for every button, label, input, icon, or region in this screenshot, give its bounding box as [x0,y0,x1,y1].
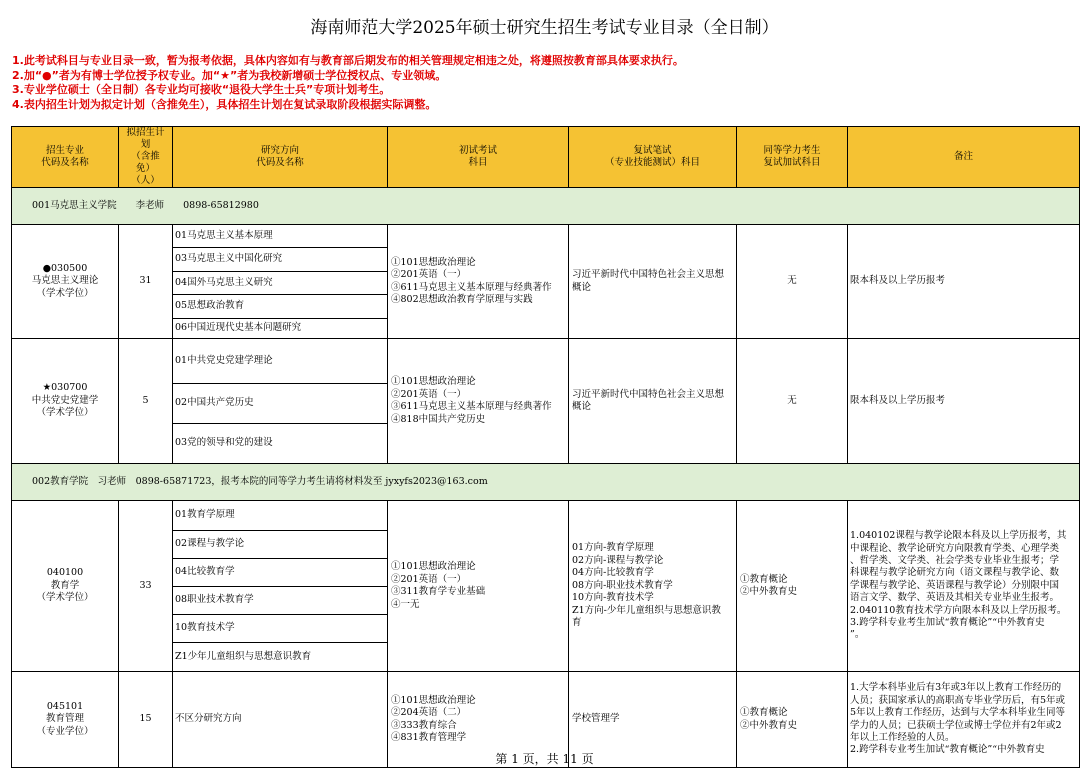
line: 习近平新时代中国特色社会主义思想 [572,388,725,400]
direction-item: Z1少年儿童组织与思想意识教育 [173,642,387,671]
line: 1.大学本科毕业后有3年或3年以上教育工作经历的 [850,682,1062,694]
line: ①101思想政治理论 [391,561,476,572]
remarks [848,225,1080,339]
line: 限本科及以上学历报考 [850,394,946,406]
line: ②201英语（一） [391,388,467,400]
direction-item: 02中国共产党历史 [173,383,387,423]
directions-cell [173,339,388,464]
direction-item: 不区分研究方向 [175,713,242,725]
page-title: 海南师范大学2025年硕士研究生招生考试专业目录（全日制） [310,18,779,38]
catalog-table [11,126,1080,768]
line: 概论 [572,281,592,293]
line: Z1方向-少年儿童组织与思想意识教 [572,604,721,616]
line: ②204英语（二） [391,707,467,718]
line: 概论 [572,401,592,412]
major-code: 040100 [46,567,84,579]
major-cell [12,501,119,672]
college-info: 001马克思主义学院 李老师 0898-65812980 [12,188,1080,225]
remarks [848,501,1080,672]
line: 10方向-教育技术学 [572,592,654,604]
major-type: （专业学位） [36,725,94,737]
major-name: 中共党史党建学 [31,394,99,406]
line: 、哲学类、文学类、社会学类专业毕业生报考；学 [850,554,1060,566]
line: ②中外教育史 [740,586,798,597]
line: 无 [787,394,797,406]
retest-subjects [569,501,737,672]
retest-subjects [569,225,737,339]
line: ④一无 [391,598,420,610]
line: ③333教育综合 [391,719,457,731]
line: 3.跨学科专业考生加试“教育概论”“中外教育史 [850,617,1045,629]
line: 人员；获国家承认的高职高专毕业学历后，有5年或 [850,694,1066,706]
line: ①101思想政治理论 [391,256,476,268]
direction-item: 04国外马克思主义研究 [173,271,387,294]
direction-item: 04比较教育学 [173,558,387,586]
line: ③611马克思主义基本原理与经典著作 [391,281,552,293]
line: ③311教育学专业基础 [391,586,486,597]
directions-cell [173,501,388,672]
note-3: 3.专业学位硕士（全日制）各专业均可接收“退役大学生士兵”专项计划考生。 [12,83,391,96]
line: ①101思想政治理论 [391,694,476,706]
extra-subjects [737,339,848,464]
header-remarks: 备注 [848,127,1080,188]
major-name: 教育学 [50,579,80,591]
line: ②中外教育史 [740,719,798,731]
direction-item: 10教育技术学 [173,614,387,642]
line: ③611马克思主义基本原理与经典著作 [391,401,552,412]
major-name: 马克思主义理论 [31,275,99,287]
retest-subjects [569,339,737,464]
header-exam: 初试考试 科目 [388,127,569,188]
plan-count: 33 [119,501,173,672]
major-code: 045101 [46,700,84,712]
line: 学课程与教学论、英语课程与教学论）分别限中国 [850,579,1060,591]
college-info: 002教育学院 习老师 0898-65871723，报考本院的同等学力考生请将材料发至 jyxyfs2023@163.com [12,464,1080,501]
line: 2.040110教育技术学方向限本科及以上学历报考。 [850,604,1067,616]
header-retest: 复试笔试 （专业技能测试）科目 [569,127,737,188]
major-code: ★030700 [42,382,88,394]
line: 限本科及以上学历报考 [850,275,946,287]
direction-item: 03党的领导和党的建设 [173,423,387,463]
directions-cell [173,225,388,339]
direction-item: 01马克思主义基本原理 [175,229,273,241]
line: ④831教育管理学 [391,732,467,743]
header-plan: 拟招生计划 （含推免） （人） [119,127,173,188]
remarks [848,339,1080,464]
line: 1.040102课程与教学论限本科及以上学历报考，其 [850,530,1067,542]
line: 2.跨学科专业考生加试“教育概论”“中外教育史 [850,744,1045,756]
header-row [12,127,1080,188]
direction-item: 02课程与教学论 [173,530,387,558]
direction-item: 08职业技术教育学 [173,586,387,614]
plan-count: 15 [119,672,173,768]
line: 无 [787,275,797,287]
major-cell [12,225,119,339]
exam-subjects [388,225,569,339]
notes [12,54,684,112]
note-2: 2.加“●”者为有博士学位授予权专业。加“★”者为我校新增硕士学位授权点、专业领域。 [12,68,447,82]
major-row [12,501,1080,672]
line: ④802思想政治教育学原理与实践 [391,294,533,305]
line: 08方向-职业技术教育学 [572,579,673,591]
line: ”。 [850,629,865,641]
major-name: 教育管理 [45,713,84,725]
plan-count: 31 [119,225,173,339]
college-row [12,464,1080,501]
line: ②201英语（一） [391,269,467,280]
major-cell [12,339,119,464]
line: 04方向-比较教育学 [572,567,654,579]
header-direction: 研究方向 代码及名称 [173,127,388,188]
college-row [12,188,1080,225]
line: 育 [572,617,582,629]
major-type: （学术学位） [36,287,94,299]
line: ①教育概论 [740,573,788,585]
major-type: （学术学位） [36,407,94,419]
line: 01方向-教育学原理 [572,542,654,554]
line: ①101思想政治理论 [391,376,476,387]
major-type: （学术学位） [36,592,94,604]
direction-item: 03马克思主义中国化研究 [173,247,387,271]
note-1: 1.此考试科目与专业目录一致，暂为报考依据，具体内容如有与教育部后期发布的相关管理规定相违之处，将遵照按教育部具体要求执行。 [12,54,684,67]
line: 语言文学、数学、英语及其相关专业毕业生报考。 [850,592,1060,604]
header-major: 招生专业 代码及名称 [12,127,119,188]
line: 科课程与教学论研究方向（语文课程与教学论、数 [850,567,1060,579]
line: ②201英语（一） [391,573,467,585]
extra-subjects [737,501,848,672]
direction-item: 05思想政治教育 [173,294,387,318]
direction-item: 01中共党史党建学理论 [175,354,273,366]
exam-subjects [388,339,569,464]
plan-count: 5 [119,339,173,464]
line: ④818中国共产党历史 [391,413,486,425]
line: 年以上工作经验的人员。 [850,731,955,743]
line: 学力的人员；已获硕士学位或博士学位并有2年或2 [850,719,1062,731]
direction-item: 01教育学原理 [175,509,235,521]
direction-item: 06中国近现代史基本问题研究 [173,318,387,338]
exam-subjects [388,501,569,672]
note-4: 4.表内招生计划为拟定计划（含推免生），具体招生计划在复试录取阶段根据实际调整。 [12,97,437,111]
major-code: ●030500 [42,262,88,274]
line: 02方向-课程与教学论 [572,554,664,566]
major-row [12,225,1080,339]
line: 中课程论、教学论研究方向限教育学类、心理学类 [850,542,1060,554]
page-footer: 第 1 页，共 11 页 [495,752,594,766]
extra-subjects [737,225,848,339]
major-row [12,339,1080,464]
line: 5年以上教育工作经历，达到与大学本科毕业生同等 [850,707,1066,719]
line: ①教育概论 [740,707,788,718]
header-extra: 同等学力考生 复试加试科目 [737,127,848,188]
line: 学校管理学 [572,713,620,725]
line: 习近平新时代中国特色社会主义思想 [572,269,725,280]
